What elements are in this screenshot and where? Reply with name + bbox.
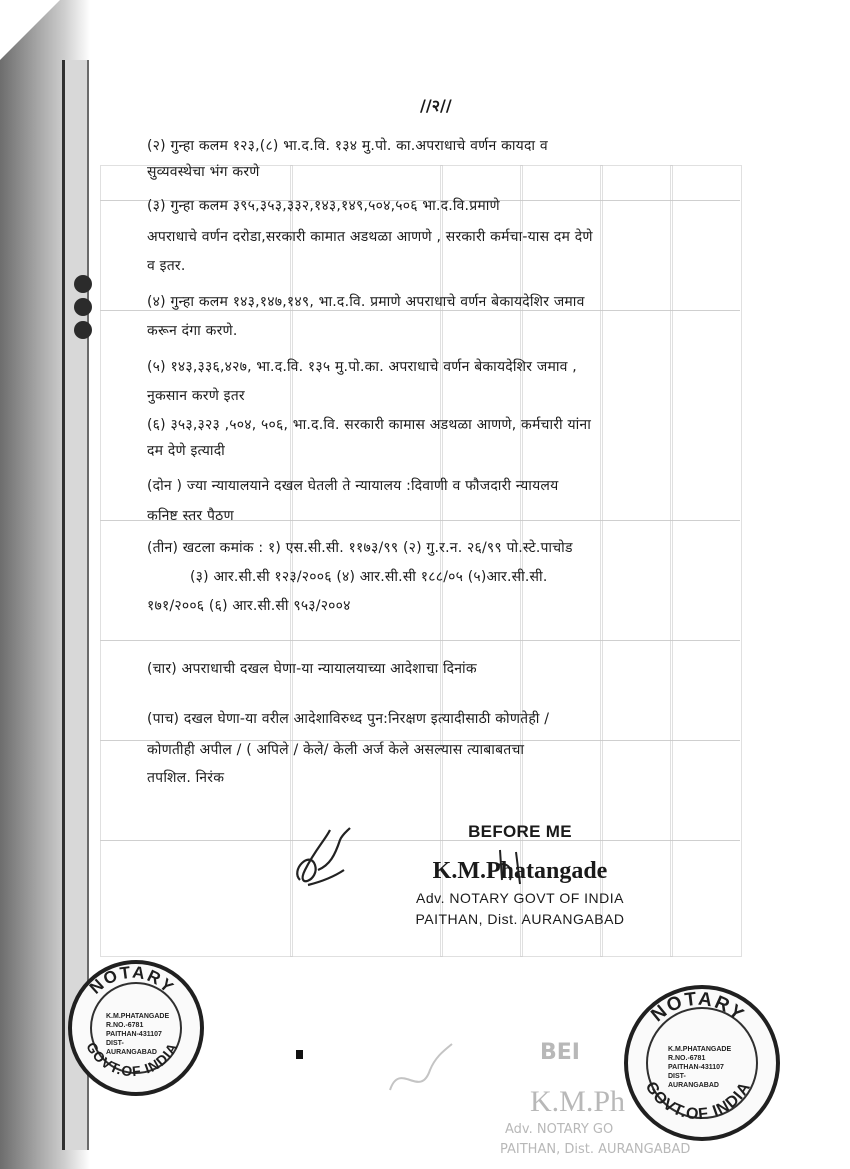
folded-corner [0, 0, 60, 60]
seal-bottom-text: GOVT.OF INDIA [83, 1039, 181, 1080]
notary-attestation [390, 822, 650, 927]
before-me-label: BEFORE ME [468, 822, 572, 841]
svg-text:NOTARY [86, 963, 179, 998]
text-line: (४) गुन्हा कलम १४३,१४७,१४९, भा.द.वि. प्रमाणे अपराधाचे वर्णन बेकायदेशिर जमाव [147, 294, 585, 310]
svg-text:NOTARY [647, 989, 748, 1027]
seal-centre-text: K.M.PHATANGADE R.NO.-6781 PAITHAN-431107 DIST-AURANGABAD [668, 1046, 732, 1089]
text-line: कनिष्ट स्तर पैठण [147, 508, 234, 524]
text-line: (२) गुन्हा कलम १२३,(८) भा.द.वि. १३४ मु.पो. का.अपराधाचे वर्णन कायदा व [147, 138, 548, 154]
text-line: कोणतीही अपील / ( अपिले / केले/ केली अर्ज केले असल्यास त्याबाबतचा [147, 742, 525, 758]
seal-bottom-text: GOVT.OF INDIA [641, 1078, 755, 1124]
seal-centre-text: K.M.PHATANGADE R.NO.-6781 PAITHAN-431107 DIST-AURANGABAD [106, 1013, 170, 1056]
text-line: (६) ३५३,३२३ ,५०४, ५०६, भा.द.वि. सरकारी कामास अडथळा आणणे, कर्मचारी यांना [147, 417, 592, 433]
page-number: //२// [420, 96, 452, 115]
signature [280, 810, 360, 900]
notary-seal-right [624, 985, 780, 1141]
ink-mark [296, 1050, 303, 1059]
text-line: सुव्यवस्थेचा भंग करणे [147, 164, 260, 180]
text-line: दम देणे इत्यादी [147, 443, 226, 459]
text-line: (तीन) खटला कमांक : १) एस.सी.सी. ११७३/९९ (२) गु.र.न. २६/९९ पो.स्टे.पाचोड [147, 540, 573, 556]
text-line: (५) १४३,३३६,४२७, भा.द.वि. १३५ मु.पो.का. अपराधाचे वर्णन बेकायदेशिर जमाव , [147, 359, 577, 375]
text-line: (चार) अपराधाची दखल घेणा-या न्यायालयाच्या आदेशाचा दिनांक [147, 661, 477, 677]
scanned-page: BEI K.M.Ph Adv. NOTARY GO PAITHAN, Dist. AURANGABAD //२// (२) गुन्हा कलम १२३,(८) भा.द.वि. १३४ मु.पो. का.अपराधाचे वर्णन कायदा व सुव्यवस्थेचा भंग करणे (३) गुन्हा कलम ३९५,३५३,३३२,१४३,१४९,५०४,५०६ भा.द.वि.प्रमाणे अपराधाचे वर्णन दरोडा,सरकारी कामात अडथळा आणणे , सरकारी कर्मचा-यास दम देणे व इतर. (४) गुन्हा कलम १४३,१४७,१४९, भा.द.वि. प्रमाणे अपराधाचे वर्णन बेकायदेशिर जमाव करून दंगा करणे. (५) १४३,३३६,४२७, भा.द.वि. १३५ मु.पो.का. अपराधाचे वर्णन बेकायदेशिर जमाव , नुकसान करणे इतर (६) ३५३,३२३ ,५०४, ५०६, भा.द.वि. सरकारी कामास अडथळा आणणे, कर्मचारी यांना दम देणे इत्यादी (दोन ) ज्या न्यायालयाने दखल घेतली ते न्यायालय :दिवाणी व फौजदारी न्यायलय कनिष्ट स्तर पैठण (तीन) खटला कमांक : १) एस.सी.सी. ११७३/९९ (२) गु.र.न. २६/९९ पो.स्टे.पाचोड (३) आर.सी.सी १२३/२००६ (४) आर.सी.सी १८८/०५ (५)आर.सी.सी. १७१/२००६ (६) आर.सी.सी ९५३/२००४ (चार) अपराधाची दखल घेणा-या न्यायालयाच्या आदेशाचा दिनांक (पाच) दखल घेणा-या वरील आदेशाविरुध्द पुन:निरक्षण इत्यादीसाठी कोणतेही / कोणतीही अपील / ( अपिले / केले/ केली अर्ज केले असल्यास त्याबाबतचा तपशिल. निरंक BEFORE ME K.M.Phatangade Adv. NOTARY GOVT OF INDIA PAITHAN, Dist. AURANGABAD NOTARY GOVT.OF INDIA K.M.PHATANGADE R.NO.-6781 PAITHAN-431107 DIST-AURANGABAD NOTARY GOVT.OF INDIA K.M.PHATANGADE R.NO.-6781 PAITHAN-431107 DIST-AURANGABAD [0, 0, 850, 1169]
binding-holes [70, 270, 96, 350]
text-line: (दोन ) ज्या न्यायालयाने दखल घेतली ते न्यायालय :दिवाणी व फौजदारी न्यायलय [147, 478, 559, 494]
notary-name: K.M.Phatangade [432, 858, 608, 884]
text-line: करून दंगा करणे. [147, 323, 238, 339]
notary-seal-left [68, 960, 204, 1096]
text-line: अपराधाचे वर्णन दरोडा,सरकारी कामात अडथळा आणणे , सरकारी कर्मचा-यास दम देणे [147, 229, 593, 245]
text-line: (३) गुन्हा कलम ३९५,३५३,३३२,१४३,१४९,५०४,५०६ भा.द.वि.प्रमाणे [147, 198, 500, 214]
notary-title: Adv. NOTARY GOVT OF INDIA [415, 890, 625, 906]
text-line: १७१/२००६ (६) आर.सी.सी ९५३/२००४ [147, 598, 351, 614]
text-line: व इतर. [147, 258, 186, 274]
text-line: नुकसान करणे इतर [147, 388, 245, 404]
notary-place: PAITHAN, Dist. AURANGABAD [415, 911, 625, 927]
text-line: (पाच) दखल घेणा-या वरील आदेशाविरुध्द पुन:निरक्षण इत्यादीसाठी कोणतेही / [147, 711, 550, 727]
text-line: (३) आर.सी.सी १२३/२००६ (४) आर.सी.सी १८८/०५ (५)आर.सी.सी. [190, 569, 548, 585]
seal-top-text: NOTARY [647, 988, 749, 1027]
text-line: तपशिल. निरंक [147, 770, 225, 786]
seal-top-text: NOTARY [85, 962, 179, 998]
faint-signature [380, 1030, 460, 1110]
